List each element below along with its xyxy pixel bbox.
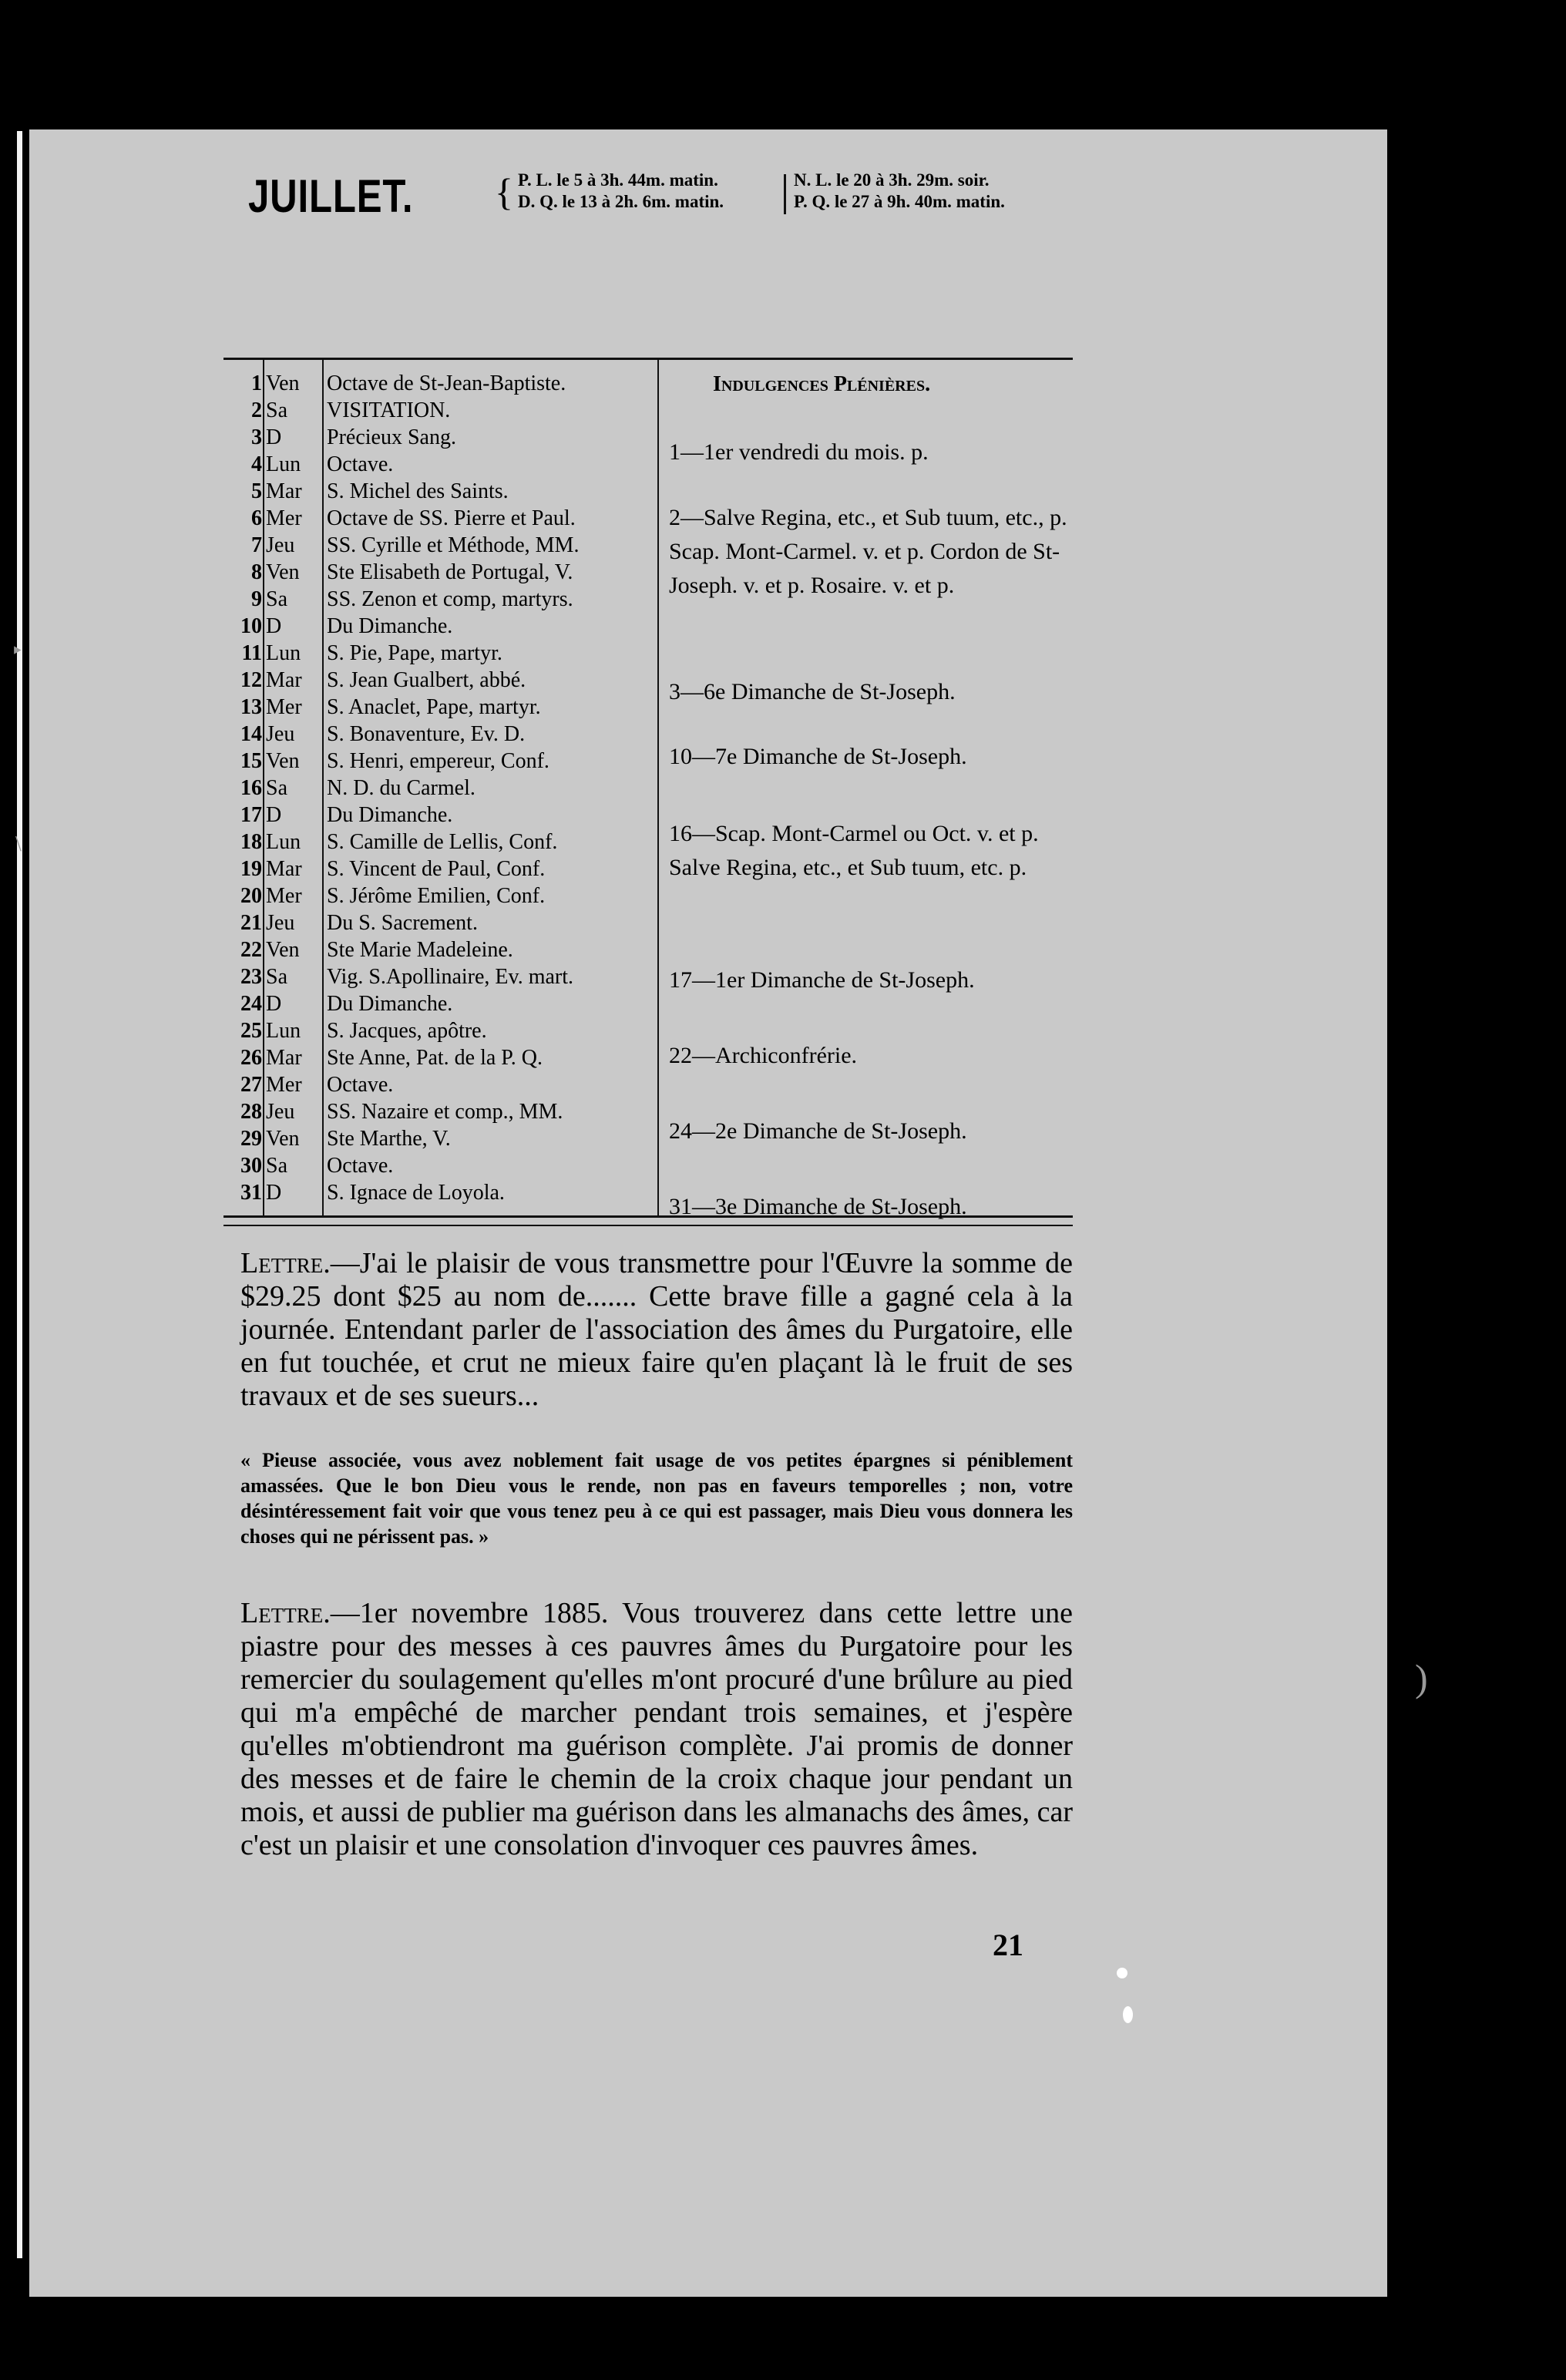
- feast: Octave.: [327, 1154, 394, 1178]
- weekday: D: [266, 425, 282, 449]
- indulgence-entry: 1—1er vendredi du mois. p.: [669, 439, 929, 465]
- day-number: 24: [240, 992, 262, 1016]
- weekday: D: [266, 992, 282, 1016]
- feast: Octave de SS. Pierre et Paul.: [327, 506, 576, 530]
- left-margin-mark: \: [15, 832, 22, 856]
- weekday: Sa: [266, 965, 287, 989]
- day-number: 18: [240, 830, 262, 854]
- weekday: Sa: [266, 776, 287, 800]
- feast: N. D. du Carmel.: [327, 776, 476, 800]
- feast: Ste Marthe, V.: [327, 1127, 451, 1151]
- indulgence-entry: 17—1er Dimanche de St-Joseph.: [669, 967, 975, 993]
- day-number: 30: [240, 1154, 262, 1178]
- letter-text: —J'ai le plaisir de vous transmettre pour l'Œuvre la somme de $29.25 dont $25 au nom de....... Cette brave fille a gagné cela à la journée. Entendant parler de l'association des âmes du Purgatoire, elle en fut touchée, et crut ne mieux faire qu'en plaçant là le fruit de ses travaux et de ses sueurs...: [240, 1247, 1073, 1412]
- feast: S. Henri, empereur, Conf.: [327, 749, 549, 773]
- left-margin-rule: [17, 131, 22, 2258]
- weekday: Lun: [266, 641, 301, 665]
- day-number: 1: [251, 371, 262, 395]
- weekday: Mer: [266, 695, 302, 719]
- indulgence-entry: 16—Scap. Mont-Carmel ou Oct. v. et p. Salve Regina, etc., et Sub tuum, etc. p.: [669, 821, 1039, 880]
- indulgences-title: Indulgences Plénières.: [713, 372, 931, 396]
- letter-lead: Lettre.: [240, 1597, 331, 1629]
- day-number: 6: [251, 506, 262, 530]
- letter-text: —1er novembre 1885. Vous trouverez dans cette lettre une piastre pour des messes à ces pauvres âmes du Purgatoire pour les remercier du soulagement qu'elles m'ont procuré d'une brûlure au pied qui m'a empêché de marcher pendant trois semaines, et j'espère qu'elles m'obtiendront ma guérison complète. J'ai promis de donner des messes et de faire le chemin de la croix chaque jour pendant un mois, et aussi de publier ma guérison dans les almanachs des âmes, car c'est un plaisir et une consolation d'invoquer ces pauvres âmes.: [240, 1597, 1073, 1861]
- feast: SS. Zenon et comp, martyrs.: [327, 587, 573, 611]
- feast: SS. Nazaire et comp., MM.: [327, 1100, 563, 1124]
- weekday: D: [266, 1181, 282, 1205]
- weekday: D: [266, 803, 282, 827]
- moon-phase: N. L. le 20 à 3h. 29m. soir.: [794, 170, 990, 190]
- phase-divider: [784, 174, 786, 214]
- table-bottom-rule: [223, 1225, 1073, 1226]
- day-number: 19: [240, 857, 262, 881]
- weekday: Mar: [266, 857, 302, 881]
- day-number: 31: [240, 1181, 262, 1205]
- feast: Ste Marie Madeleine.: [327, 938, 513, 962]
- weekday: Ven: [266, 371, 300, 395]
- indulgence-entry: 3—6e Dimanche de St-Joseph.: [669, 679, 956, 704]
- edge-dot: [1123, 2006, 1133, 2023]
- letter-paragraph: [240, 1597, 1073, 1862]
- month-title: JUILLET.: [248, 170, 414, 222]
- day-number: 21: [240, 911, 262, 935]
- edge-dot: [1117, 1968, 1127, 1978]
- day-number: 14: [240, 722, 262, 746]
- letter-lead: Lettre.: [240, 1247, 331, 1279]
- month-header: [248, 170, 1096, 222]
- feast: S. Pie, Pape, martyr.: [327, 641, 502, 665]
- feast: VISITATION.: [327, 398, 451, 422]
- weekday: Mer: [266, 1073, 302, 1097]
- weekday: Jeu: [266, 1100, 295, 1124]
- feast: S. Vincent de Paul, Conf.: [327, 857, 546, 881]
- day-number: 10: [240, 614, 262, 638]
- table-column-rule: [657, 359, 659, 1216]
- feast: Ste Elisabeth de Portugal, V.: [327, 560, 573, 584]
- feast: Ste Anne, Pat. de la P. Q.: [327, 1046, 543, 1070]
- weekday: Mer: [266, 884, 302, 908]
- feast: S. Michel des Saints.: [327, 479, 509, 503]
- day-number: 26: [240, 1046, 262, 1070]
- feast: SS. Cyrille et Méthode, MM.: [327, 533, 580, 557]
- day-number: 17: [240, 803, 262, 827]
- feast: S. Ignace de Loyola.: [327, 1181, 505, 1205]
- day-number: 13: [240, 695, 262, 719]
- page-number: 21: [993, 1928, 1023, 1962]
- feast: Octave.: [327, 452, 394, 476]
- weekday: Ven: [266, 938, 300, 962]
- left-margin-mark: ‣: [11, 640, 24, 664]
- day-number: 22: [240, 938, 262, 962]
- feast: S. Jacques, apôtre.: [327, 1019, 487, 1043]
- reply-paragraph: « Pieuse associée, vous avez noblement fait usage de vos petites épargnes si péniblement amassées. Que le bon Dieu vous le rende, non pas en faveurs temporelles ; non, votre désintéressement fait voir que vous tenez peu à ce qui est passager, mais Dieu vous donnera les choses qui ne périssent pas. »: [240, 1449, 1073, 1548]
- weekday: Jeu: [266, 722, 295, 746]
- day-number: 12: [240, 668, 262, 692]
- feast: S. Jérôme Emilien, Conf.: [327, 884, 546, 908]
- weekday: Jeu: [266, 533, 295, 557]
- day-number: 28: [240, 1100, 262, 1124]
- weekday: D: [266, 614, 282, 638]
- indulgence-entry: 31—3e Dimanche de St-Joseph.: [669, 1194, 967, 1219]
- feast: Vig. S.Apollinaire, Ev. mart.: [327, 965, 574, 989]
- feast: Octave.: [327, 1073, 394, 1097]
- letter-paragraph: [240, 1247, 1073, 1413]
- moon-phase: D. Q. le 13 à 2h. 6m. matin.: [518, 192, 724, 211]
- weekday: Sa: [266, 398, 287, 422]
- weekday: Sa: [266, 1154, 287, 1178]
- feast: S. Camille de Lellis, Conf.: [327, 830, 558, 854]
- table-column-rule: [322, 359, 324, 1216]
- weekday: Lun: [266, 1019, 301, 1043]
- day-number: 20: [240, 884, 262, 908]
- weekday: Lun: [266, 452, 301, 476]
- indulgence-entry: 10—7e Dimanche de St-Joseph.: [669, 744, 967, 769]
- indulgence-entry: 24—2e Dimanche de St-Joseph.: [669, 1118, 967, 1144]
- feast: Octave de St-Jean-Baptiste.: [327, 371, 566, 395]
- brace-icon: {: [495, 170, 513, 213]
- day-number: 5: [251, 479, 262, 503]
- day-number: 23: [240, 965, 262, 989]
- day-number: 4: [251, 452, 262, 476]
- weekday: Lun: [266, 830, 301, 854]
- weekday: Ven: [266, 749, 300, 773]
- feast: S. Jean Gualbert, abbé.: [327, 668, 526, 692]
- table-top-rule: [223, 358, 1073, 360]
- moon-phase: P. L. le 5 à 3h. 44m. matin.: [518, 170, 718, 190]
- day-number: 25: [240, 1019, 262, 1043]
- day-number: 15: [240, 749, 262, 773]
- table-column-rule: [263, 359, 264, 1216]
- indulgence-entry: 2—Salve Regina, etc., et Sub tuum, etc., p. Scap. Mont-Carmel. v. et p. Cordon de St-Joseph. v. et p. Rosaire. v. et p.: [669, 505, 1067, 598]
- weekday: Jeu: [266, 911, 295, 935]
- feast: Du Dimanche.: [327, 614, 453, 638]
- day-number: 8: [251, 560, 262, 584]
- feast: Précieux Sang.: [327, 425, 456, 449]
- weekday: Sa: [266, 587, 287, 611]
- day-number: 16: [240, 776, 262, 800]
- day-number: 2: [251, 398, 262, 422]
- indulgence-entry: 22—Archiconfrérie.: [669, 1043, 858, 1068]
- day-number: 11: [241, 641, 262, 665]
- feast: Du S. Sacrement.: [327, 911, 478, 935]
- right-margin-mark: ): [1415, 1656, 1428, 1699]
- day-number: 27: [240, 1073, 262, 1097]
- day-number: 9: [251, 587, 262, 611]
- weekday: Mar: [266, 1046, 302, 1070]
- moon-phase: P. Q. le 27 à 9h. 40m. matin.: [794, 192, 1005, 211]
- day-number: 29: [240, 1127, 262, 1151]
- weekday: Mar: [266, 479, 302, 503]
- feast: S. Bonaventure, Ev. D.: [327, 722, 526, 746]
- feast: Du Dimanche.: [327, 803, 453, 827]
- weekday: Mar: [266, 668, 302, 692]
- day-number: 3: [251, 425, 262, 449]
- feast: Du Dimanche.: [327, 992, 453, 1016]
- feast: S. Anaclet, Pape, martyr.: [327, 695, 541, 719]
- day-number: 7: [251, 533, 262, 557]
- weekday: Ven: [266, 560, 300, 584]
- weekday: Mer: [266, 506, 302, 530]
- weekday: Ven: [266, 1127, 300, 1151]
